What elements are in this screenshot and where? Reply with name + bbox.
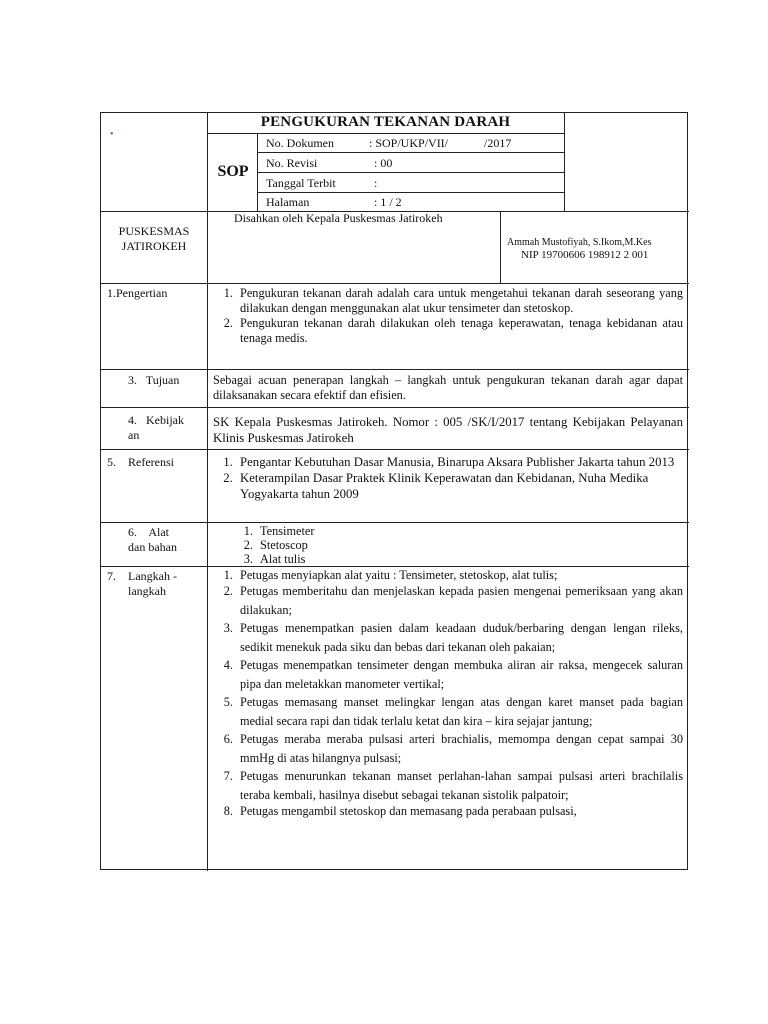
label-kebijakan (128, 413, 202, 443)
approval-bottom-rule (101, 283, 689, 284)
label-pengertian: 1.Pengertian (107, 286, 168, 300)
pengertian-item: 2. Pengukuran tekanan darah dilakukan oleh tenaga keperawatan, tenaga kebidanan atau tenaga medis. (236, 316, 683, 346)
label-langkah-line-1: 7. Langkah - (107, 569, 177, 583)
field-rule-2 (257, 172, 564, 173)
field-label-no-dokumen: No. Dokumen (266, 136, 334, 150)
rule-after-kebijakan (101, 449, 689, 450)
langkah-item: 2. Petugas memberitahu dan menjelaskan kepada pasien mengenai pemeriksaan yang akan dilakukan; (236, 582, 683, 619)
field-label-tanggal-terbit: Tanggal Terbit (266, 176, 336, 190)
alat-content (234, 524, 534, 566)
referensi-item: 1. Pengantar Kebutuhan Dasar Manusia, Binarupa Aksara Publisher Jakarta tahun 2013 (236, 454, 683, 470)
langkah-item: 3. Petugas menempatkan pasien dalam keadaan duduk/berbaring dengan lengan rileks, sedikit menekuk pada siku dan bebas dari tekanan oleh pakaian; (236, 619, 683, 656)
field-value-no-revisi: : 00 (374, 156, 393, 170)
label-langkah-line-2: langkah (128, 584, 166, 598)
alat-item: 1. Tensimeter (256, 524, 534, 538)
signature-divider (500, 211, 501, 283)
langkah-item: 7. Petugas menurunkan tekanan manset perlahan-lahan sampai pulsasi arteri brachilalis teraba kembali, hasilnya disebut sebagai tekanan sistolik palpatoir; (236, 767, 683, 804)
field-rule-1 (257, 152, 564, 153)
pengertian-content (213, 286, 683, 346)
rule-after-tujuan (101, 407, 689, 408)
sop-document (100, 112, 688, 870)
referensi-item: 2. Keterampilan Dasar Praktek Klinik Keperawatan dan Kebidanan, Nuha Medika Yogyakarta tahun 2009 (236, 470, 683, 502)
langkah-item: 4. Petugas menempatkan tensimeter dengan membuka aliran air raksa, mengecek saluran pipa dan meletakkan manometer vertikal; (236, 656, 683, 693)
label-referensi: 5. Referensi (107, 455, 174, 469)
field-value-tanggal-terbit: : (374, 176, 378, 190)
field-value-halaman: : 1 / 2 (374, 195, 402, 209)
rule-after-pengertian (101, 369, 689, 370)
label-alat-bahan (128, 525, 177, 555)
document-title: PENGUKURAN TEKANAN DARAH (260, 114, 511, 130)
institution-line-2: JATIROKEH (121, 239, 187, 253)
pengertian-item: 1. Pengukuran tekanan darah adalah cara untuk mengetahui tekanan darah seseorang yang dilakukan dengan menggunakan alat ukur tensimeter dan stetoskop. (236, 286, 683, 316)
alat-item: 3. Alat tulis (256, 552, 534, 566)
langkah-item: 8. Petugas mengambil stetoskop dan memasang pada perabaan pulsasi, (236, 804, 683, 818)
alat-item: 2. Stetoscop (256, 538, 534, 552)
label-kebijakan-line-1: 4. Kebijak (128, 413, 184, 427)
field-value-no-dokumen: : SOP/UKP/VII/ /2017 (369, 136, 512, 150)
signatory-nip: NIP 19700606 198912 2 001 (521, 249, 649, 261)
header-right-divider (564, 113, 565, 211)
tujuan-text: Sebagai acuan penerapan langkah – langkah untuk pengukuran tekanan darah agar dapat dilaksanakan secara efektif dan efisien. (213, 373, 683, 402)
institution-line-1: PUSKESMAS (118, 224, 190, 238)
logo-mark: • (110, 129, 114, 140)
langkah-item: 5. Petugas memasang manset melingkar lengan atas dengan karet manset pada bagian medial secara rapi dan tidak terlalu ketat dan kira – kira sejajar jantung; (236, 693, 683, 730)
sop-label: SOP (217, 163, 249, 180)
kebijakan-text: SK Kepala Puskesmas Jatirokeh. Nomor : 005 /SK/I/2017 tentang Kebijakan Pelayanan Klinis Puskesmas Jatirokeh (213, 415, 683, 445)
langkah-content (213, 568, 683, 870)
label-langkah (107, 569, 177, 599)
langkah-item: 6. Petugas meraba meraba pulsasi arteri brachialis, memompa dengan cepat sampai 30 mmHg di atas hilangnya pulsasi; (236, 730, 683, 767)
label-alat-line-2: dan bahan (128, 540, 177, 554)
field-label-no-revisi: No. Revisi (266, 156, 318, 170)
langkah-item: 1. Petugas menyiapkan alat yaitu : Tensimeter, stetoskop, alat tulis; (236, 568, 683, 582)
field-label-halaman: Halaman (266, 195, 310, 209)
approval-text: Disahkan oleh Kepala Puskesmas Jatirokeh (234, 211, 443, 225)
referensi-content (213, 454, 683, 502)
label-tujuan: 3. Tujuan (128, 373, 180, 387)
left-column-divider (207, 113, 208, 871)
label-alat-line-1: 6. Alat (128, 525, 169, 539)
signatory-name: Ammah Mustofiyah, S.Ikom,M.Kes (507, 237, 652, 248)
institution-name (101, 224, 207, 254)
rule-after-alat (101, 566, 689, 567)
rule-after-referensi (101, 522, 689, 523)
label-kebijakan-line-2: an (128, 428, 140, 442)
